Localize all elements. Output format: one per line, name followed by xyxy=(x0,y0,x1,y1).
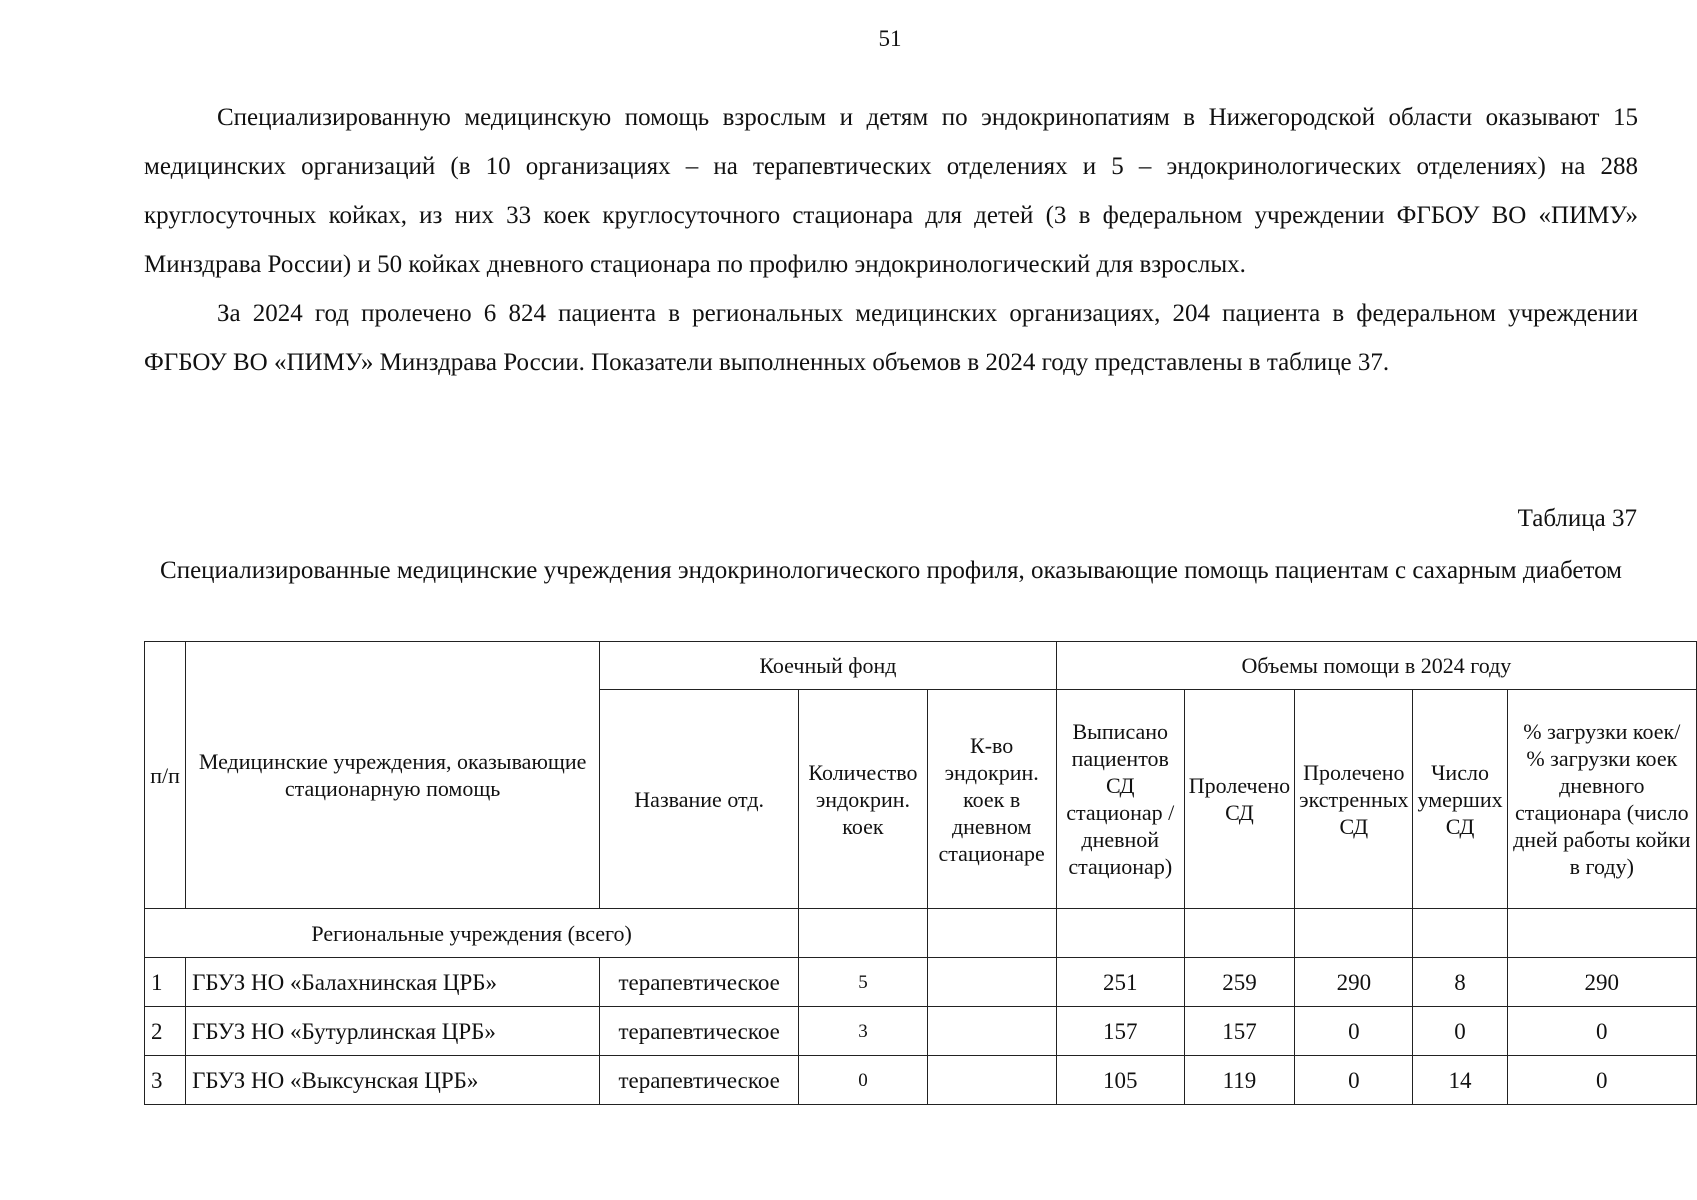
row-deaths: 0 xyxy=(1413,1007,1507,1056)
header-load: % загрузки коек/ % загрузки коек дневного стационара (число дней работы койки в году) xyxy=(1507,690,1696,909)
row-department: терапевтическое xyxy=(600,1007,799,1056)
row-day-beds xyxy=(927,1056,1056,1105)
header-institution: Медицинские учреждения, оказывающие стационарную помощь xyxy=(186,642,600,909)
table-row xyxy=(145,1007,1697,1056)
row-beds: 0 xyxy=(799,1056,927,1105)
row-load: 290 xyxy=(1507,958,1696,1007)
table-cell xyxy=(1413,909,1507,958)
row-department: терапевтическое xyxy=(600,1056,799,1105)
table-cell xyxy=(1184,909,1294,958)
row-beds: 3 xyxy=(799,1007,927,1056)
table-row xyxy=(145,1056,1697,1105)
header-deaths: Число умерших СД xyxy=(1413,690,1507,909)
table-cell xyxy=(1507,909,1696,958)
header-volumes: Объемы помощи в 2024 году xyxy=(1056,642,1696,690)
row-num: 3 xyxy=(145,1056,186,1105)
table-group-header-row xyxy=(145,642,1697,690)
table-cell xyxy=(799,909,927,958)
row-discharged: 105 xyxy=(1056,1056,1184,1105)
row-beds: 5 xyxy=(799,958,927,1007)
paragraph: Специализированную медицинскую помощь взрослым и детям по эндокринопатиям в Нижегородской области оказывают 15 медицинских организаций (в 10 организациях – на терапевтических отделениях и 5 – эндокринологических отделениях) на 288 круглосуточных койках, из них 33 коек круглосуточного стационара для детей (3 в федеральном учреждении ФГБОУ ВО «ПИМУ» Минздрава России) и 50 койках дневного стационара по профилю эндокринологический для взрослых. xyxy=(144,104,1638,278)
row-day-beds xyxy=(927,958,1056,1007)
row-treated: 157 xyxy=(1184,1007,1294,1056)
row-emergency: 0 xyxy=(1295,1056,1413,1105)
paragraph: За 2024 год пролечено 6 824 пациента в региональных медицинских организациях, 204 пациента в федеральном учреждении ФГБОУ ВО «ПИМУ» Минздрава России. Показатели выполненных объемов в 2024 году представлены в таблице 37. xyxy=(144,300,1638,376)
header-department: Название отд. xyxy=(600,690,799,909)
header-beds-count: Количество эндокрин. коек xyxy=(799,690,927,909)
header-day-beds: К-во эндокрин. коек в дневном стационаре xyxy=(927,690,1056,909)
institutions-table xyxy=(144,641,1697,1105)
table-caption: Специализированные медицинские учреждения эндокринологического профиля, оказывающие помощь пациентам с сахарным диабетом xyxy=(160,557,1622,584)
region-total-row xyxy=(145,909,1697,958)
row-treated: 259 xyxy=(1184,958,1294,1007)
row-discharged: 157 xyxy=(1056,1007,1184,1056)
row-day-beds xyxy=(927,1007,1056,1056)
header-bed-fund: Коечный фонд xyxy=(600,642,1057,690)
row-discharged: 251 xyxy=(1056,958,1184,1007)
table-row xyxy=(145,958,1697,1007)
header-num: п/п xyxy=(145,642,186,909)
row-emergency: 290 xyxy=(1295,958,1413,1007)
row-institution: ГБУЗ НО «Бутурлинская ЦРБ» xyxy=(186,1007,600,1056)
table-cell xyxy=(1056,909,1184,958)
header-treated: Пролечено СД xyxy=(1184,690,1294,909)
row-load: 0 xyxy=(1507,1056,1696,1105)
body-text xyxy=(144,93,1638,387)
row-department: терапевтическое xyxy=(600,958,799,1007)
table-cell xyxy=(1295,909,1413,958)
row-treated: 119 xyxy=(1184,1056,1294,1105)
row-emergency: 0 xyxy=(1295,1007,1413,1056)
row-institution: ГБУЗ НО «Балахнинская ЦРБ» xyxy=(186,958,600,1007)
row-institution: ГБУЗ НО «Выксунская ЦРБ» xyxy=(186,1056,600,1105)
table-cell xyxy=(927,909,1056,958)
row-num: 1 xyxy=(145,958,186,1007)
region-label: Региональные учреждения (всего) xyxy=(145,909,799,958)
row-num: 2 xyxy=(145,1007,186,1056)
header-emergency: Пролечено экстренных СД xyxy=(1295,690,1413,909)
row-load: 0 xyxy=(1507,1007,1696,1056)
table-label: Таблица 37 xyxy=(1517,505,1637,532)
header-discharged: Выписано пациентов СД стационар /дневной стационар) xyxy=(1056,690,1184,909)
row-deaths: 14 xyxy=(1413,1056,1507,1105)
row-deaths: 8 xyxy=(1413,958,1507,1007)
page-number: 51 xyxy=(878,26,902,51)
